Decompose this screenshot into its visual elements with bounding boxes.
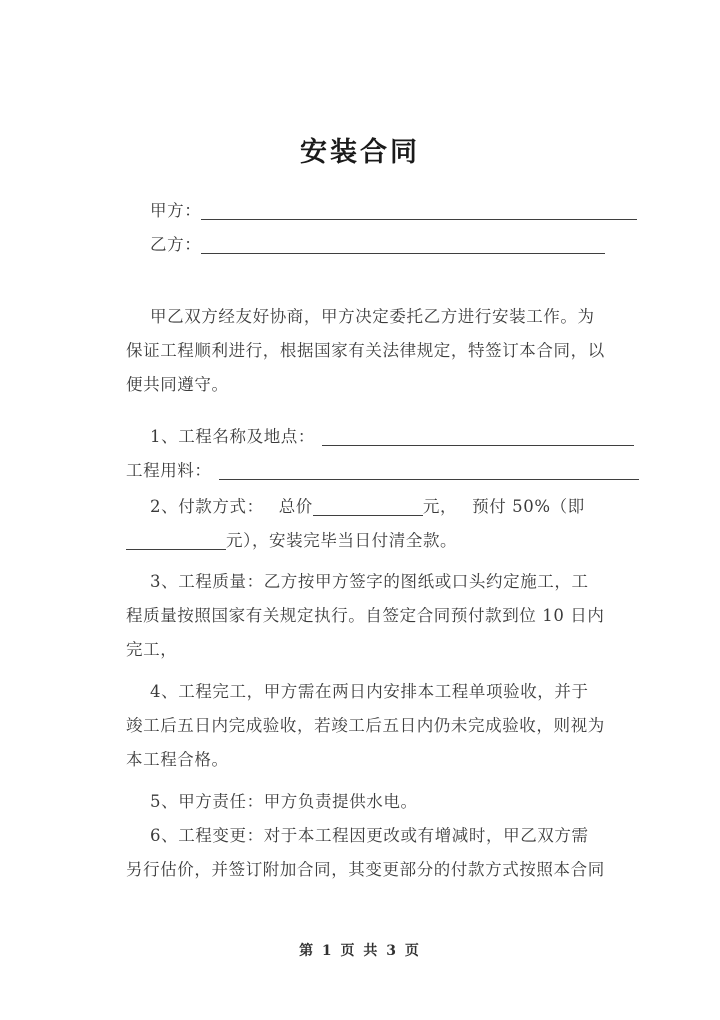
- preamble-line-2: 保证工程顺利进行，根据国家有关法律规定，特签订本合同，以: [126, 341, 605, 360]
- clause-4-row-1: [126, 675, 634, 709]
- clause-2-row-2: [126, 524, 634, 558]
- clause-1-block: [126, 420, 634, 488]
- party-a-label: 甲方：: [150, 201, 202, 220]
- clause-5-number: 5、: [150, 792, 179, 811]
- party-a-input-rule[interactable]: [201, 203, 637, 220]
- clause-5-heading: 甲方责任：: [178, 792, 264, 811]
- clause-3-block: [126, 565, 634, 667]
- clause-6-row-1: [126, 819, 634, 853]
- party-b-label: 乙方：: [150, 235, 202, 254]
- clause-1-heading: 工程名称及地点：: [178, 427, 316, 446]
- prepay-amount-input-rule[interactable]: [126, 533, 226, 550]
- clause-3-number: 3、: [150, 572, 179, 591]
- party-a-row: [126, 194, 634, 228]
- party-b-input-rule[interactable]: [201, 237, 605, 254]
- clause-4-number: 4、: [150, 682, 179, 701]
- clause-3-heading: 工程质量：: [178, 572, 264, 591]
- clause-6-block: [126, 819, 634, 887]
- clause-5-block: [126, 785, 634, 819]
- clause-3-line-2: 程质量按照国家有关规定执行。自签定合同预付款到位 10 日内: [126, 606, 605, 625]
- clause-5-row-1: [126, 785, 634, 819]
- clause-2-total-price-label: 总价: [278, 497, 313, 516]
- clause-2-number: 2、: [150, 497, 179, 516]
- clause-1-material-row: [126, 454, 634, 488]
- clause-4-line-2: 竣工后五日内完成验收，若竣工后五日内仍未完成验收，则视为: [126, 716, 605, 735]
- page-title: 安装合同: [300, 137, 420, 168]
- project-material-input-rule[interactable]: [219, 463, 639, 480]
- clause-1-row: [126, 420, 634, 454]
- page-number-footer: 第 1 页 共 3 页: [299, 943, 421, 959]
- preamble-line-1: 甲乙双方经友好协商，甲方决定委托乙方进行安装工作。为: [150, 307, 595, 326]
- clause-5-line-1-rest: 甲方负责提供水电。: [263, 792, 418, 811]
- clause-3-line-1-rest: 乙方按甲方签字的图纸或口头约定施工，工: [263, 572, 589, 591]
- preamble-block: [126, 300, 634, 402]
- clause-1-number: 1、: [150, 427, 179, 446]
- clause-6-heading: 工程变更：: [178, 826, 264, 845]
- preamble-line-3: 便共同遵守。: [126, 375, 229, 394]
- clause-2-row-1: [126, 490, 634, 524]
- clause-2-heading: 付款方式：: [178, 497, 264, 516]
- clause-3-row-1: [126, 565, 634, 599]
- clause-2-prepay-text: 预付 50%（即: [472, 497, 585, 516]
- clause-4-line-3: 本工程合格。: [126, 750, 229, 769]
- clause-3-line-3: 完工，: [126, 640, 178, 659]
- total-price-input-rule[interactable]: [313, 499, 423, 516]
- clause-4-line-1-rest: 甲方需在两日内安排本工程单项验收，并于: [263, 682, 589, 701]
- parties-block: [126, 194, 634, 262]
- clause-4-heading: 工程完工，: [178, 682, 264, 701]
- clause-6-line-1-rest: 对于本工程因更改或有增减时，甲乙双方需: [263, 826, 589, 845]
- clause-6-line-2: 另行估价，并签订附加合同，其变更部分的付款方式按照本合同: [126, 860, 605, 879]
- clause-2-unit-a: 元，: [422, 497, 458, 516]
- clause-2-tail: 元），安装完毕当日付清全款。: [226, 531, 458, 550]
- clause-6-number: 6、: [150, 826, 179, 845]
- clause-1-sub-label: 工程用料：: [126, 461, 212, 480]
- clause-2-block: [126, 490, 634, 558]
- project-name-location-input-rule[interactable]: [322, 429, 634, 446]
- clause-4-block: [126, 675, 634, 777]
- party-b-row: [126, 228, 634, 262]
